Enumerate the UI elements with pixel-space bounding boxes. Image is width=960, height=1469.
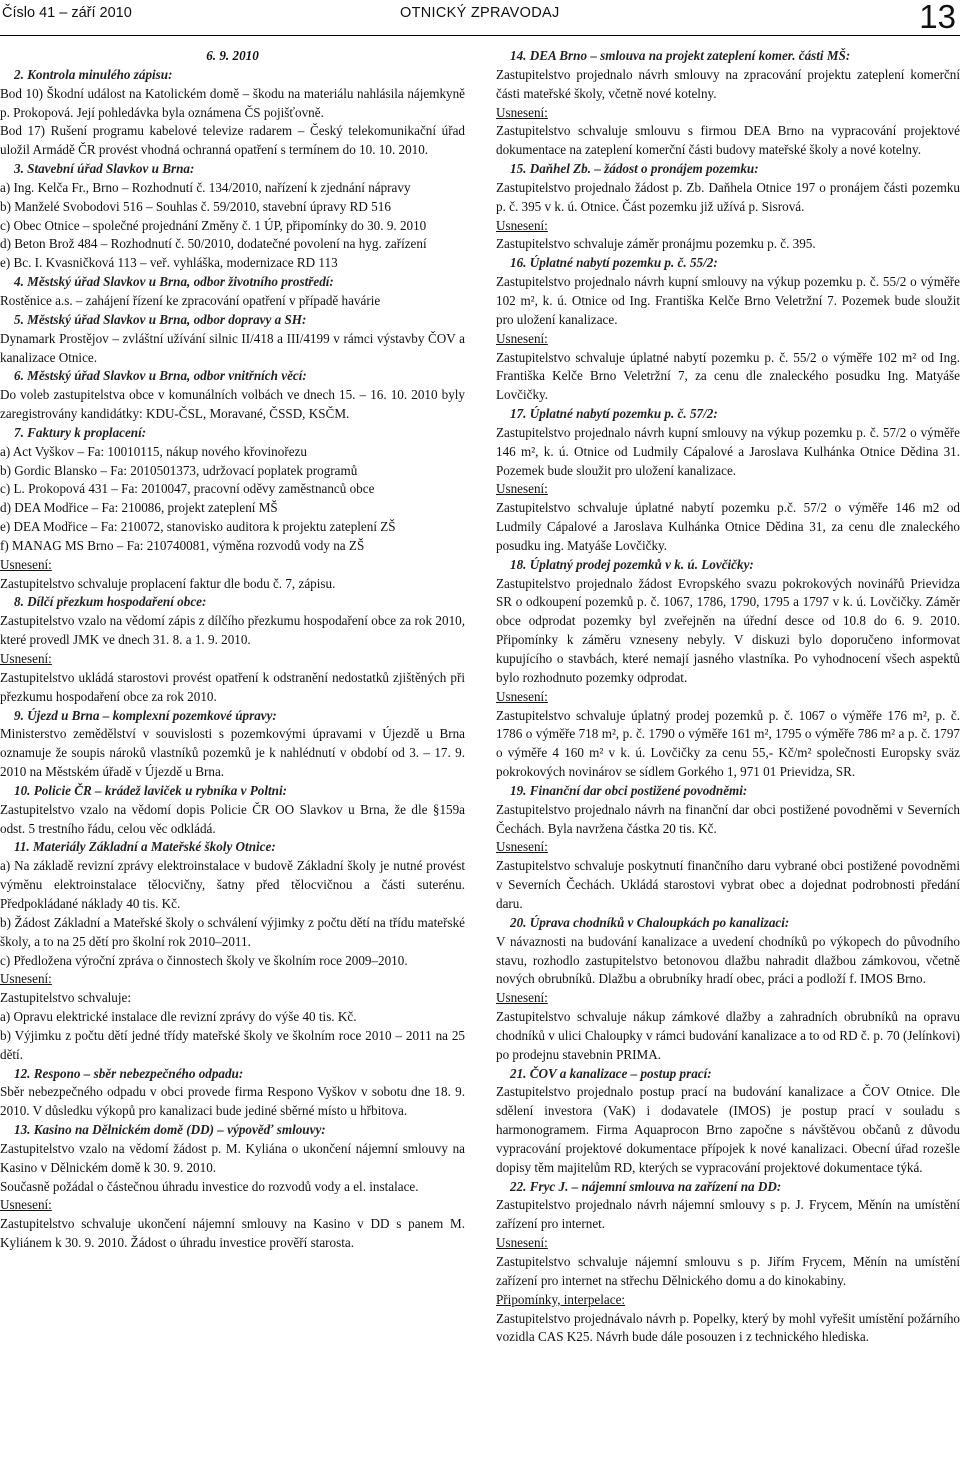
paragraph: Zastupitelstvo projednalo postup prací na budování kanalizace a ČOV Otnice. Dle sdělení investora (VaK) i dodavatele (IMOS) je postup prací v souladu s harmonogramem. Firma Aquaprocon Brno započne s návštěvou občanů z důvodu vypracování projektové dokumentace přípojek k nové kanalizaci. Obecní úřad rozešle dopisy těm majitelům RD, kterých se vypracování projektové dokumentace týká. xyxy=(496,1084,960,1175)
paragraph: c) Předložena výroční zpráva o činnostech školy ve školním roce 2009–2010. xyxy=(0,952,408,968)
paragraph: Zastupitelstvo schvaluje: xyxy=(0,990,132,1006)
resolution-label: Usnesení: xyxy=(496,990,548,1006)
paragraph: Zastupitelstvo ukládá starostovi provést opatření k odstranění nedostatků zjištěných při přezkumu hospodaření obce za rok 2010. xyxy=(0,669,465,704)
resolution-label: Připomínky, interpelace: xyxy=(496,1291,626,1307)
paragraph: Zastupitelstvo projednalo návrh smlouvy na zpracování projektu zateplení komerční části mateřské školy, včetně nové kotelny. xyxy=(496,66,960,101)
paragraph: Zastupitelstvo schvaluje úplatné nabytí pozemku p.č. 57/2 o výměře 146 m2 od Ludmily Cápalové a Jaroslava Kulhánka Otnice Dědina 31, za cenu dle znaleckého posudku ing. Matyáše Lovčičky. xyxy=(496,500,960,553)
page-number: 13 xyxy=(919,0,956,35)
section-heading: 21. ČOV a kanalizace – postup prací: xyxy=(510,1065,712,1081)
section-heading: 19. Finanční dar obci postižené povodněmi: xyxy=(510,782,748,798)
paragraph: Zastupitelstvo schvaluje poskytnutí finančního daru vybrané obci postižené povodněmi v Severních Čechách. Ukládá starostovi vybrat obec a dojednat podrobnosti předání daru. xyxy=(496,858,960,911)
paragraph: Zastupitelstvo vzalo na vědomí zápis z dílčího přezkumu hospodaření obce za rok 2010, které provedl JMK ve dnech 31. 8. a 1. 9. 2010. xyxy=(0,613,465,648)
section-heading: 13. Kasino na Dělnickém domě (DD) – výpověď smlouvy: xyxy=(14,1122,326,1138)
section-heading: 6. Městský úřad Slavkov u Brna, odbor vnitřních věcí: xyxy=(14,368,307,384)
paragraph: Zastupitelstvo schvaluje záměr pronájmu pozemku p. č. 395. xyxy=(496,236,816,252)
paragraph: Dynamark Prostějov – zvláštní užívání silnic II/418 a III/4199 v rámci výstavby ČOV a kanalizace Otnice. xyxy=(0,330,465,365)
resolution-label: Usnesení: xyxy=(0,556,52,572)
resolution-label: Usnesení: xyxy=(496,1235,548,1251)
paragraph: Zastupitelstvo projednalo návrh kupní smlouvy na výkup pozemku p. č. 55/2 o výměře 102 m², k. ú. Otnice od Ing. Františka Kelče Brno Veletržní 7. Pozemek bude sloužit pro uložení kanalizace. xyxy=(496,274,960,327)
left-column xyxy=(0,47,465,1253)
section-heading: 20. Úprava chodníků v Chaloupkách po kanalizaci: xyxy=(510,914,790,930)
paragraph: Zastupitelstvo schvaluje smlouvu s firmou DEA Brno na vypracování projektové dokumentace na zateplení komerční části budovy mateřské školy a nové kotelny. xyxy=(496,123,960,158)
section-heading: 8. Dílčí přezkum hospodaření obce: xyxy=(14,594,207,610)
paragraph: Bod 10) Škodní událost na Katolickém domě – škodu na materiálu nahlásila nájemkyně p. Prokopová. Její pohledávka byla oznámena ČS pojišťovně. xyxy=(0,85,465,120)
paragraph: Zastupitelstvo projednávalo návrh p. Popelky, který by mohl vyřešit umístění požárního vozidla CAS K25. Návrh bude dále posouzen i z technického hlediska. xyxy=(496,1310,960,1345)
paragraph: Rostěnice a.s. – zahájení řízení ke zpracování opatření v případě havárie xyxy=(0,292,381,308)
paragraph: a) Act Vyškov – Fa: 10010115, nákup nového křovinořezu xyxy=(0,443,307,459)
paragraph: Bod 17) Rušení programu kabelové televize radarem – Český telekomunikační úřad uložil Armádě ČR provést vhodná ochranná opatření s termínem do 10. 10. 2010. xyxy=(0,123,465,158)
paragraph: Zastupitelstvo schvaluje nákup zámkové dlažby a zahradních obrubníků na opravu chodníků v ulici Chaloupky v rámci budování kanalizace a to od RD č. p. 70 (Jelínkovi) po prodejnu stavebnin PRIMA. xyxy=(496,1009,960,1062)
resolution-label: Usnesení: xyxy=(496,839,548,855)
paragraph: V návaznosti na budování kanalizace a uvedení chodníků po výkopech do původního stavu, rozhodlo zastupitelstvo betonovou dlažbu nahradit dlažbou zámkovou, včetně nových obrubníků. Dlažbu a obrubníky hradí obec, práci a podloží f. IMOS Brno. xyxy=(496,933,960,987)
paragraph: b) Manželé Svobodovi 516 – Souhlas č. 59/2010, stavební úpravy RD 516 xyxy=(0,198,391,214)
paragraph: Zastupitelstvo projednalo žádost p. Zb. Daňhela Otnice 197 o pronájem části pozemku p. č. 395 v k. ú. Otnice. Část pozemku již užívá p. Sisrová. xyxy=(496,179,960,214)
paragraph: Zastupitelstvo projednalo návrh kupní smlouvy na výkup pozemku p. č. 57/2 o výměře 146 m², k. ú. Otnice od Ludmily Cápalové a Jaroslava Kulhánka Otnice Dědina 31. Pozemek bude sloužit pro uložení kanalizace. xyxy=(496,424,960,478)
resolution-label: Usnesení: xyxy=(496,481,548,497)
paragraph: e) Bc. I. Kvasničková 113 – veř. vyhláška, modernizace RD 113 xyxy=(0,255,338,271)
page-header xyxy=(0,0,960,40)
paragraph: Současně požádal o částečnou úhradu investice do rozvodů vody a el. instalace. xyxy=(0,1178,419,1194)
paragraph: Do voleb zastupitelstva obce v komunálních volbách ve dnech 15. – 16. 10. 2010 byly zaregistrovány kandidátky: KDU-ČSL, Moravané, ČSSD, KSČM. xyxy=(0,387,465,422)
section-heading: 11. Materiály Základní a Mateřské školy Otnice: xyxy=(14,839,276,855)
paragraph: Zastupitelstvo vzalo na vědomí dopis Policie ČR OO Slavkov u Brna, že dle §159a odst. 5 trestního řádu, celou věc odkládá. xyxy=(0,801,465,836)
resolution-label: Usnesení: xyxy=(0,1197,52,1213)
paragraph: b) Výjimku z počtu dětí jedné třídy mateřské školy ve školním roce 2010 – 2011 na 25 dětí. xyxy=(0,1027,465,1062)
paragraph: a) Opravu elektrické instalace dle revizní zprávy do výše 40 tis. Kč. xyxy=(0,1009,357,1025)
meeting-date: 6. 9. 2010 xyxy=(206,48,259,63)
section-heading: 17. Úplatné nabytí pozemku p. č. 57/2: xyxy=(510,406,718,422)
section-heading: 4. Městský úřad Slavkov u Brna, odbor životního prostředí: xyxy=(14,274,334,290)
section-heading: 7. Faktury k proplacení: xyxy=(14,424,147,440)
section-heading: 22. Fryc J. – nájemní smlouva na zařízení na DD: xyxy=(510,1178,782,1194)
paragraph: Ministerstvo zemědělství v souvislosti s pozemkovými úpravami v Újezdě u Brna oznamuje že soupis nároků vlastníků pozemků je k nahlédnutí v období od 3. – 17. 9. 2010 na Městském úřadě v Újezdě u Brna. xyxy=(0,726,465,780)
paragraph: b) Gordic Blansko – Fa: 2010501373, udržovací poplatek programů xyxy=(0,462,358,478)
paragraph: Sběr nebezpečného odpadu v obci provede firma Respono Vyškov v sobotu dne 18. 9. 2010. V důsledku výkopů pro kanalizaci bude jediné sběrné místo u hřbitova. xyxy=(0,1084,465,1119)
section-heading: 16. Úplatné nabytí pozemku p. č. 55/2: xyxy=(510,255,718,271)
resolution-label: Usnesení: xyxy=(496,104,548,120)
right-column xyxy=(496,47,960,1347)
resolution-label: Usnesení: xyxy=(496,688,548,704)
section-heading: 10. Policie ČR – krádež laviček u rybníka v Poltni: xyxy=(14,782,288,798)
publication-title: OTNICKÝ ZPRAVODAJ xyxy=(400,5,560,21)
section-heading: 18. Úplatný prodej pozemků v k. ú. Lovčičky: xyxy=(510,556,754,572)
section-heading: 5. Městský úřad Slavkov u Brna, odbor dopravy a SH: xyxy=(14,311,307,327)
paragraph: Zastupitelstvo schvaluje proplacení faktur dle bodu č. 7, zápisu. xyxy=(0,575,336,591)
resolution-label: Usnesení: xyxy=(496,217,548,233)
paragraph: c) Obec Otnice – společné projednání Změny č. 1 ÚP, připomínky do 30. 9. 2010 xyxy=(0,217,427,233)
paragraph: Zastupitelstvo schvaluje úplatný prodej pozemků p. č. 1067 o výměře 176 m², p. č. 1786 o výměře 718 m², p. č. 1790 o výměře 161 m², 1795 o výměře 786 m² a p. č. 1797 o výměře 4 160 m² v k. ú. Lovčičky za cenu 55,- Kč/m² společnosti Europsky sväz pokrokových novinárov se sídlem Gorkého 1, 971 01 Prievidza, SR. xyxy=(496,707,960,780)
paragraph: e) DEA Modřice – Fa: 210072, stanovisko auditora k projektu zateplení ZŠ xyxy=(0,519,396,535)
paragraph: Zastupitelstvo projednalo návrh na finanční dar obci postižené povodněmi v Severních Čechách. Byla navržena částka 20 tis. Kč. xyxy=(496,801,960,836)
paragraph: f) MANAG MS Brno – Fa: 210740081, výměna rozvodů vody na ZŠ xyxy=(0,537,365,553)
paragraph: a) Na základě revizní zprávy elektroinstalace v budově Základní školy je nutné provést výměnu elektroinstalace tělocvičny, šatny před tělocvičnou a části suterénu. Předpokládané náklady 40 tis. Kč. xyxy=(0,858,465,911)
section-heading: 2. Kontrola minulého zápisu: xyxy=(14,66,173,82)
section-heading: 15. Daňhel Zb. – žádost o pronájem pozemku: xyxy=(510,161,759,177)
paragraph: d) DEA Modřice – Fa: 210086, projekt zateplení MŠ xyxy=(0,500,278,516)
paragraph: Zastupitelstvo projednalo žádost Evropského svazu pokrokových novinářů Prievidza SR o odkoupení pozemků p. č. 1067, 1786, 1790, 1795 a 1797 v k. ú. Lovčičky. Záměr obce odprodat pozemky byl zveřejněn na úřední desce od 10.8 do 6. 9. 2010. Připomínky k záměru vzneseny nebyly. V diskuzi bylo doporučeno informovat kupujícího o stavbách, které nemají jasného vlastníka. Po vyhodnocení všech aspektů bylo rozhodnuto pozemky odprodat. xyxy=(496,575,960,685)
paragraph: Zastupitelstvo vzalo na vědomí žádost p. M. Kyliána o ukončení nájemní smlouvy na Kasino v Dělnickém domě k 30. 9. 2010. xyxy=(0,1140,465,1175)
paragraph: c) L. Prokopová 431 – Fa: 2010047, pracovní oděvy zaměstnanců obce xyxy=(0,481,375,497)
paragraph: Zastupitelstvo schvaluje ukončení nájemní smlouvy na Kasino v DD s panem M. Kyliánem k 30. 9. 2010. Žádost o úhradu investice prověří starosta. xyxy=(0,1216,465,1251)
paragraph: a) Ing. Kelča Fr., Brno – Rozhodnutí č. 134/2010, nařízení k zjednání nápravy xyxy=(0,179,411,195)
paragraph: b) Žádost Základní a Mateřské školy o schválení výjimky z počtu dětí na třídu mateřské školy, a to na 25 dětí pro školní rok 2010–2011. xyxy=(0,914,465,949)
paragraph: Zastupitelstvo schvaluje nájemní smlouvu s p. Jiřím Frycem, Měnín na umístění zařízení pro internet na střechu Dělnického domu a do kinokabiny. xyxy=(496,1254,960,1288)
section-heading: 3. Stavební úřad Slavkov u Brna: xyxy=(14,161,195,177)
paragraph: d) Beton Brož 484 – Rozhodnutí č. 50/2010, dodatečné povolení na hyg. zařízení xyxy=(0,236,427,252)
resolution-label: Usnesení: xyxy=(0,971,52,987)
section-heading: 9. Újezd u Brna – komplexní pozemkové úpravy: xyxy=(14,707,277,723)
resolution-label: Usnesení: xyxy=(0,651,52,666)
section-heading: 14. DEA Brno – smlouva na projekt zateplení komer. části MŠ: xyxy=(510,48,851,63)
resolution-label: Usnesení: xyxy=(496,330,548,346)
paragraph: Zastupitelstvo schvaluje úplatné nabytí pozemku p. č. 55/2 o výměře 102 m² od Ing. Františka Kelče Brno Veletržní 7, za cenu dle znaleckého posudku Ing. Matyáše Lovčičky. xyxy=(496,349,960,403)
paragraph: Zastupitelstvo projednalo návrh nájemní smlouvy s p. J. Frycem, Měnín na umístění zařízení pro internet. xyxy=(496,1197,960,1232)
header-rule xyxy=(0,35,960,36)
section-heading: 12. Respono – sběr nebezpečného odpadu: xyxy=(14,1065,244,1081)
issue-label: Číslo 41 – září 2010 xyxy=(2,5,132,21)
